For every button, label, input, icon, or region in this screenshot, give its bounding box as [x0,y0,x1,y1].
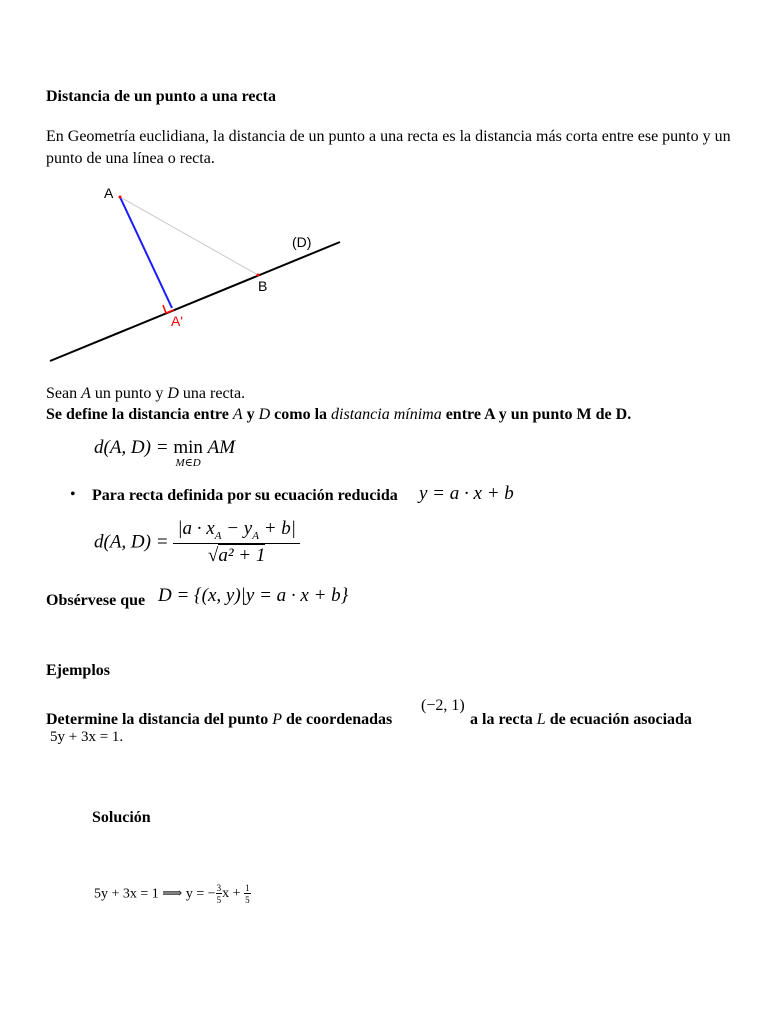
page-title: Distancia de un punto a una recta [46,88,276,105]
example-equation: 5y + 3x = 1. [50,729,124,745]
example-coords: (−2, 1) [421,697,465,714]
label-d: (D) [292,234,312,250]
definition-line: Se define la distancia entre A y D como la distancia mínima entre A y un punto M de D. [46,406,632,423]
formula-distance-min: d(A, D) = min M∈D AM [94,437,236,469]
formula-distance-explicit: d(A, D) = $\frac{|a \cdot x_A - y_A + b|}{\text{√a² + 1}}$ [94,518,300,567]
sean-line: Sean A un punto y D una recta. [46,385,246,402]
point-a-mark [119,196,122,199]
label-a-prime: A' [171,313,184,329]
bullet-equation: y = a · x + b [419,483,514,504]
label-b: B [258,278,268,294]
line-d [50,242,340,361]
example-statement-2: a la recta L de ecuación asociada [470,711,692,728]
intro-paragraph: En Geometría euclidiana, la distancia de un punto a una recta es la distancia más corta entre ese punto y un punto de una línea o recta. [46,128,731,167]
oblique-segment [120,197,258,275]
observe-text: Obsérvese que [46,592,146,609]
bullet-dot-icon: • [70,486,76,503]
observe-equation: D = {(x, y)|y = a · x + b} [158,585,349,606]
bullet-item [70,486,76,504]
solution-heading: Solución [92,809,151,826]
point-b-mark [257,274,260,277]
examples-heading: Ejemplos [46,662,110,679]
example-statement: Determine la distancia del punto P de coordenadas [46,711,393,728]
label-a: A [104,185,114,201]
bullet-text: Para recta definida por su ecuación reducida [92,487,398,504]
perpendicular-segment [120,197,172,308]
distance-figure [0,175,360,375]
solution-equation: 5y + 3x = 1 ⟹ y = − $\frac{3}{5}$ x + $\frac{1}{5}$ [94,883,250,905]
